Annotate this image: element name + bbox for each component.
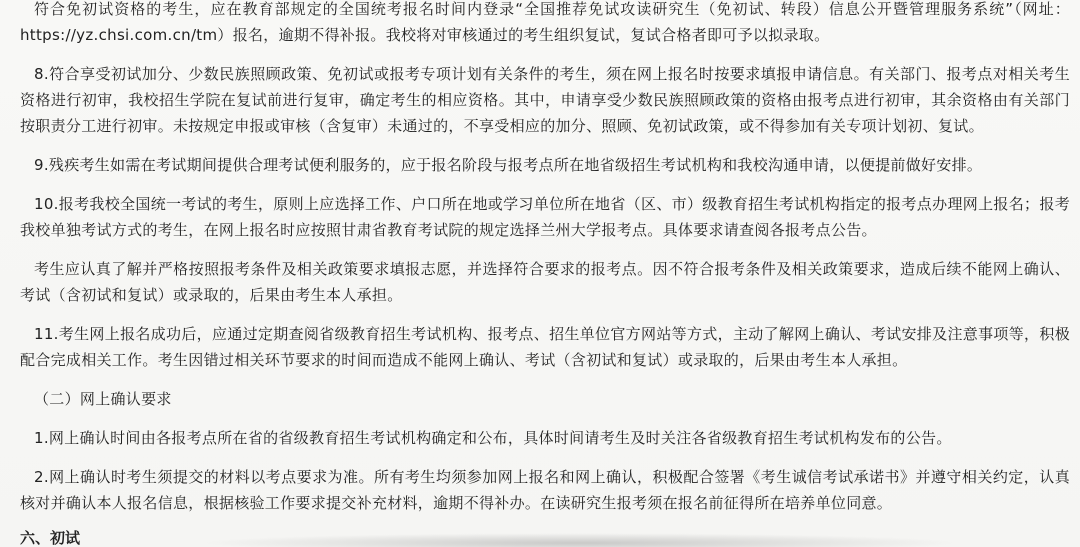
- paragraph-item-8: 8.符合享受初试加分、少数民族照顾政策、免初试或报考专项计划有关条件的考生，须在网上报名时按要求填报申请信息。有关部门、报考点对相关考生资格进行初审，我校招生学院在复试前进行复审，确定考生的相应资格。其中，申请享受少数民族照顾政策的资格由报考点进行初审，其余资格由有关部门按职责分工进行初审。未按规定申报或审核（含复审）未通过的，不享受相应的加分、照顾、免初试政策，或不得参加有关专项计划初、复试。: [20, 65, 1070, 135]
- subheading-online-confirmation: （二）网上确认要求: [34, 390, 172, 408]
- paragraph-exempt-registration: 符合免初试资格的考生，应在教育部规定的全国统考报名时间内登录“全国推荐免试攻读研究生（免初试、转段）信息公开暨管理服务系统”（网址：https://yz.chsi.com.cn/tm）报名，逾期不得补报。我校将对审核通过的考生组织复试，复试合格者即可予以拟录取。: [20, 0, 1070, 44]
- page-bottom-shadow: [200, 533, 960, 547]
- paragraph-notice: 考生应认真了解并严格按照报考条件及相关政策要求填报志愿，并选择符合要求的报考点。因不符合报考条件及相关政策要求，造成后续不能网上确认、考试（含初试和复试）或录取的，后果由考生本人承担。: [20, 260, 1070, 304]
- paragraph-confirm-1: 1.网上确认时间由各报考点所在省的省级教育招生考试机构确定和公布，具体时间请考生及时关注各省级教育招生考试机构发布的公告。: [34, 429, 952, 447]
- paragraph-item-9: 9.残疾考生如需在考试期间提供合理考试便利服务的，应于报名阶段与报考点所在地省级招生考试机构和我校沟通申请，以便提前做好安排。: [34, 156, 983, 174]
- paragraph-item-11: 11.考生网上报名成功后，应通过定期查阅省级教育招生考试机构、报考点、招生单位官方网站等方式，主动了解网上确认、考试安排及注意事项等，积极配合完成相关工作。考生因错过相关环节要求的时间而造成不能网上确认、考试（含初试和复试）或录取的，后果由考生本人承担。: [20, 325, 1070, 369]
- paragraph-confirm-2: 2.网上确认时考生须提交的材料以考点要求为准。所有考生均须参加网上报名和网上确认，积极配合签署《考生诚信考试承诺书》并遵守相关约定，认真核对并确认本人报名信息，根据核验工作要求提交补充材料，逾期不得补办。在读研究生报考须在报名前征得所在培养单位同意。: [20, 468, 1070, 512]
- section-heading-preliminary-exam: 六、初试: [20, 529, 81, 547]
- paragraph-item-10: 10.报考我校全国统一考试的考生，原则上应选择工作、户口所在地或学习单位所在地省（区、市）级教育招生考试机构指定的报考点办理网上报名；报考我校单独考试方式的考生，在网上报名时应按照甘肃省教育考试院的规定选择兰州大学报考点。具体要求请查阅各报考点公告。: [20, 195, 1070, 239]
